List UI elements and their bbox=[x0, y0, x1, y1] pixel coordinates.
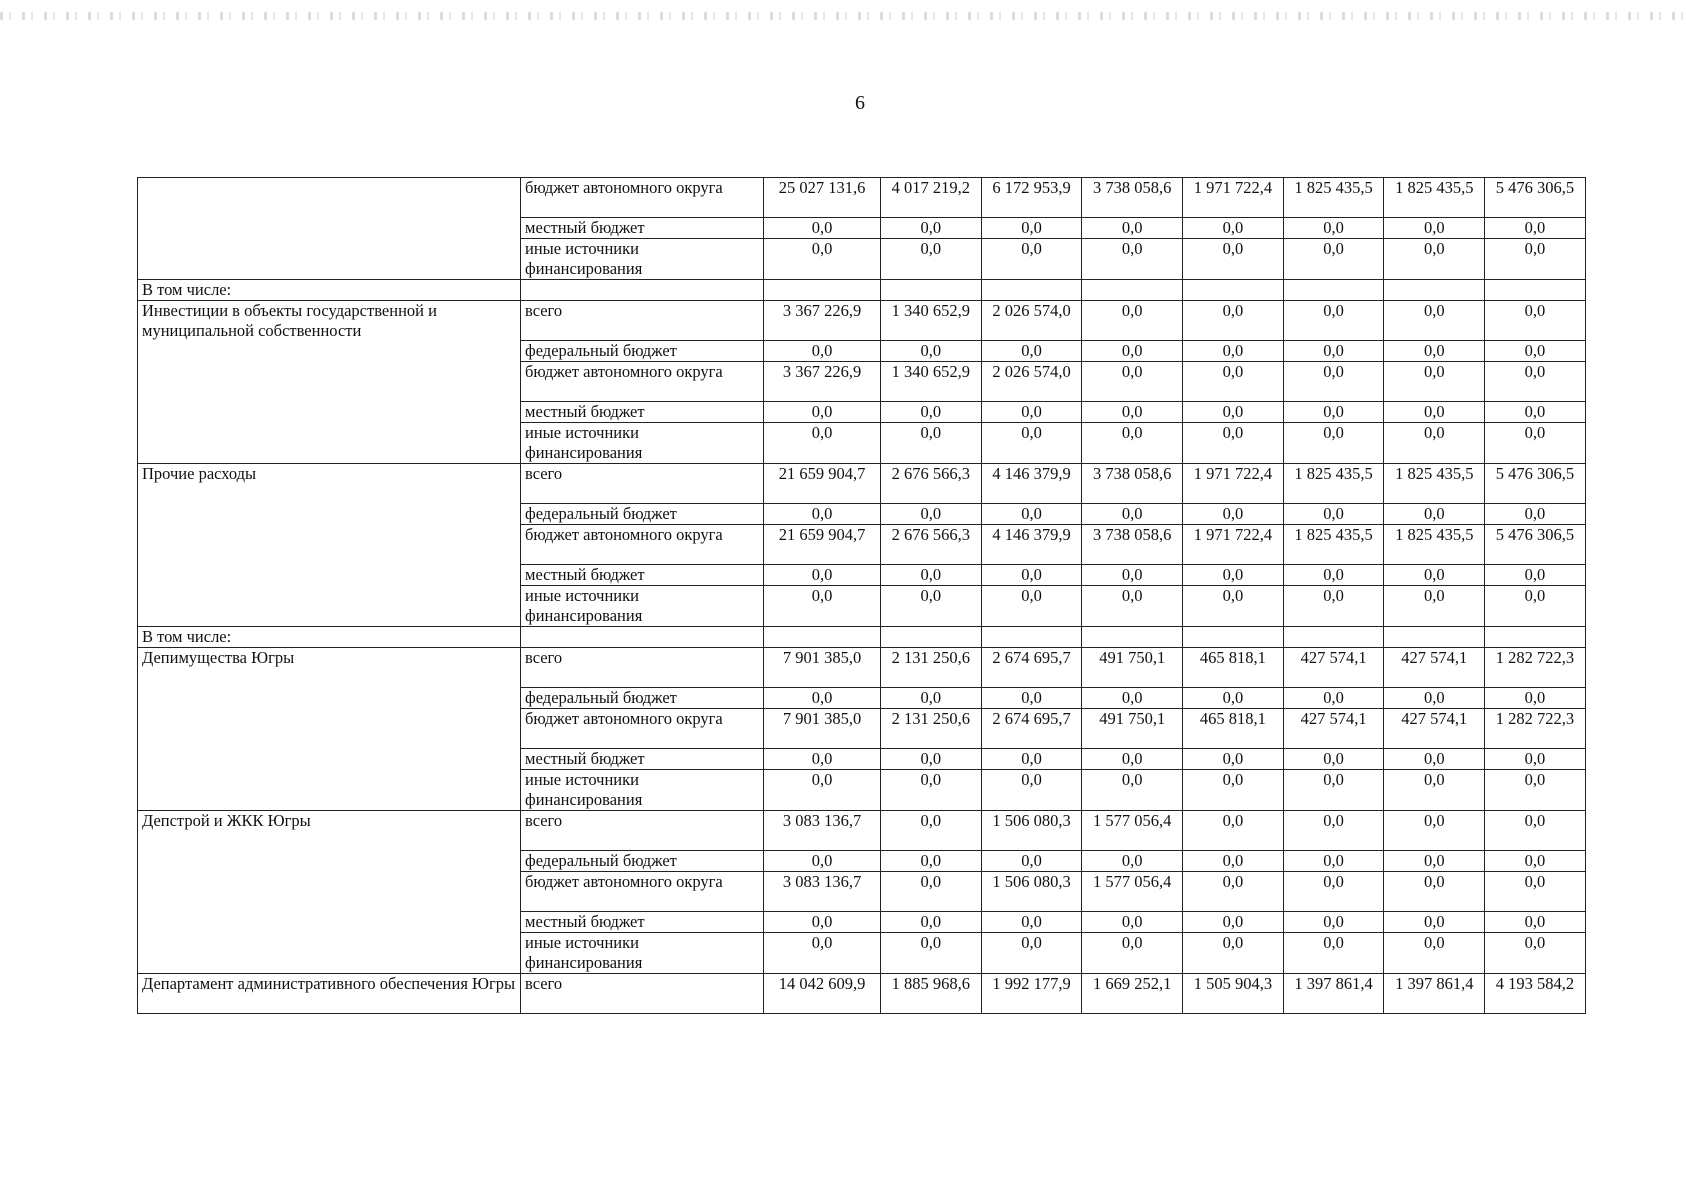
value-cell: 0,0 bbox=[1183, 586, 1284, 627]
table-row bbox=[138, 178, 1586, 218]
value-cell: 0,0 bbox=[764, 749, 881, 770]
value-cell: 1 340 652,9 bbox=[881, 362, 982, 402]
funding-source: иные источники финансирования bbox=[521, 933, 764, 974]
value-cell: 2 676 566,3 bbox=[881, 464, 982, 504]
funding-source: бюджет автономного округа bbox=[521, 709, 764, 749]
value-cell: 0,0 bbox=[1183, 749, 1284, 770]
value-cell: 0,0 bbox=[881, 770, 982, 811]
value-cell: 0,0 bbox=[1183, 239, 1284, 280]
row-label: В том числе: bbox=[138, 627, 521, 648]
value-cell: 0,0 bbox=[1183, 341, 1284, 362]
value-cell: 0,0 bbox=[1283, 872, 1384, 912]
value-cell: 6 172 953,9 bbox=[981, 178, 1082, 218]
value-cell: 0,0 bbox=[1183, 872, 1284, 912]
value-cell: 0,0 bbox=[1283, 688, 1384, 709]
table-row bbox=[138, 301, 1586, 341]
value-cell: 0,0 bbox=[1283, 504, 1384, 525]
value-cell: 0,0 bbox=[1283, 933, 1384, 974]
value-cell: 0,0 bbox=[1485, 912, 1586, 933]
value-cell: 0,0 bbox=[1283, 770, 1384, 811]
value-cell: 0,0 bbox=[881, 586, 982, 627]
value-cell: 0,0 bbox=[881, 504, 982, 525]
value-cell: 0,0 bbox=[981, 912, 1082, 933]
value-cell: 0,0 bbox=[981, 851, 1082, 872]
value-cell: 0,0 bbox=[764, 341, 881, 362]
row-label: Инвестиции в объекты государственной и муниципальной собственности bbox=[138, 301, 521, 464]
value-cell: 1 971 722,4 bbox=[1183, 525, 1284, 565]
funding-source: местный бюджет bbox=[521, 565, 764, 586]
value-cell: 5 476 306,5 bbox=[1485, 525, 1586, 565]
value-cell: 0,0 bbox=[1485, 851, 1586, 872]
value-cell: 1 577 056,4 bbox=[1082, 811, 1183, 851]
value-cell: 1 885 968,6 bbox=[881, 974, 982, 1014]
value-cell: 1 577 056,4 bbox=[1082, 872, 1183, 912]
value-cell bbox=[764, 627, 881, 648]
value-cell: 1 825 435,5 bbox=[1384, 178, 1485, 218]
value-cell bbox=[881, 280, 982, 301]
value-cell bbox=[1485, 627, 1586, 648]
value-cell: 0,0 bbox=[1283, 218, 1384, 239]
value-cell: 0,0 bbox=[1485, 565, 1586, 586]
value-cell: 0,0 bbox=[764, 423, 881, 464]
funding-source: иные источники финансирования bbox=[521, 423, 764, 464]
value-cell: 0,0 bbox=[764, 912, 881, 933]
value-cell: 0,0 bbox=[1485, 423, 1586, 464]
value-cell: 1 282 722,3 bbox=[1485, 648, 1586, 688]
value-cell: 1 971 722,4 bbox=[1183, 464, 1284, 504]
value-cell: 0,0 bbox=[881, 749, 982, 770]
value-cell: 0,0 bbox=[1183, 933, 1284, 974]
value-cell: 0,0 bbox=[1384, 586, 1485, 627]
scan-edge-artifact bbox=[0, 12, 1686, 20]
value-cell: 2 674 695,7 bbox=[981, 709, 1082, 749]
value-cell: 2 131 250,6 bbox=[881, 709, 982, 749]
value-cell: 14 042 609,9 bbox=[764, 974, 881, 1014]
value-cell: 0,0 bbox=[1485, 239, 1586, 280]
table-row bbox=[138, 627, 1586, 648]
funding-source: всего bbox=[521, 811, 764, 851]
value-cell: 0,0 bbox=[1485, 933, 1586, 974]
value-cell bbox=[981, 627, 1082, 648]
value-cell: 1 506 080,3 bbox=[981, 811, 1082, 851]
value-cell: 0,0 bbox=[1384, 872, 1485, 912]
value-cell: 0,0 bbox=[1384, 770, 1485, 811]
value-cell: 0,0 bbox=[764, 239, 881, 280]
value-cell: 0,0 bbox=[1485, 301, 1586, 341]
value-cell: 21 659 904,7 bbox=[764, 525, 881, 565]
value-cell: 0,0 bbox=[981, 402, 1082, 423]
value-cell: 0,0 bbox=[1485, 402, 1586, 423]
funding-source: федеральный бюджет bbox=[521, 851, 764, 872]
value-cell: 4 193 584,2 bbox=[1485, 974, 1586, 1014]
value-cell: 0,0 bbox=[1183, 362, 1284, 402]
value-cell: 0,0 bbox=[1283, 362, 1384, 402]
value-cell: 1 669 252,1 bbox=[1082, 974, 1183, 1014]
value-cell: 0,0 bbox=[1485, 811, 1586, 851]
value-cell: 0,0 bbox=[981, 565, 1082, 586]
value-cell: 0,0 bbox=[764, 851, 881, 872]
value-cell: 0,0 bbox=[1183, 423, 1284, 464]
value-cell: 3 738 058,6 bbox=[1082, 464, 1183, 504]
value-cell: 0,0 bbox=[981, 239, 1082, 280]
value-cell bbox=[1283, 627, 1384, 648]
value-cell: 0,0 bbox=[981, 770, 1082, 811]
value-cell: 0,0 bbox=[764, 402, 881, 423]
value-cell: 0,0 bbox=[881, 423, 982, 464]
value-cell: 0,0 bbox=[1384, 423, 1485, 464]
table-row bbox=[138, 811, 1586, 851]
value-cell: 1 282 722,3 bbox=[1485, 709, 1586, 749]
value-cell: 0,0 bbox=[881, 912, 982, 933]
value-cell: 0,0 bbox=[1183, 851, 1284, 872]
value-cell: 465 818,1 bbox=[1183, 648, 1284, 688]
value-cell: 0,0 bbox=[1183, 811, 1284, 851]
funding-source bbox=[521, 627, 764, 648]
value-cell: 3 738 058,6 bbox=[1082, 525, 1183, 565]
value-cell: 0,0 bbox=[1485, 218, 1586, 239]
value-cell: 0,0 bbox=[1485, 872, 1586, 912]
value-cell: 0,0 bbox=[764, 688, 881, 709]
value-cell: 0,0 bbox=[1283, 565, 1384, 586]
value-cell: 2 674 695,7 bbox=[981, 648, 1082, 688]
value-cell: 0,0 bbox=[881, 811, 982, 851]
value-cell: 3 083 136,7 bbox=[764, 872, 881, 912]
value-cell: 0,0 bbox=[1384, 851, 1485, 872]
value-cell: 427 574,1 bbox=[1283, 709, 1384, 749]
funding-source: местный бюджет bbox=[521, 402, 764, 423]
value-cell: 2 676 566,3 bbox=[881, 525, 982, 565]
value-cell: 0,0 bbox=[1183, 770, 1284, 811]
value-cell: 0,0 bbox=[1384, 504, 1485, 525]
value-cell: 0,0 bbox=[981, 341, 1082, 362]
value-cell bbox=[1183, 627, 1284, 648]
value-cell: 0,0 bbox=[881, 851, 982, 872]
funding-source: местный бюджет bbox=[521, 912, 764, 933]
row-label: Депимущества Югры bbox=[138, 648, 521, 811]
funding-source: бюджет автономного округа bbox=[521, 872, 764, 912]
value-cell: 0,0 bbox=[981, 423, 1082, 464]
value-cell: 0,0 bbox=[1485, 688, 1586, 709]
value-cell: 1 397 861,4 bbox=[1384, 974, 1485, 1014]
value-cell: 0,0 bbox=[1082, 362, 1183, 402]
value-cell: 1 340 652,9 bbox=[881, 301, 982, 341]
value-cell: 0,0 bbox=[881, 688, 982, 709]
value-cell: 0,0 bbox=[1384, 402, 1485, 423]
value-cell: 4 017 219,2 bbox=[881, 178, 982, 218]
value-cell: 0,0 bbox=[1384, 362, 1485, 402]
value-cell: 0,0 bbox=[1384, 218, 1485, 239]
value-cell: 0,0 bbox=[881, 872, 982, 912]
value-cell: 0,0 bbox=[764, 218, 881, 239]
value-cell: 427 574,1 bbox=[1283, 648, 1384, 688]
value-cell: 4 146 379,9 bbox=[981, 464, 1082, 504]
value-cell: 0,0 bbox=[1082, 239, 1183, 280]
value-cell: 1 825 435,5 bbox=[1384, 464, 1485, 504]
value-cell: 0,0 bbox=[1384, 749, 1485, 770]
value-cell: 0,0 bbox=[1082, 749, 1183, 770]
value-cell: 0,0 bbox=[1384, 239, 1485, 280]
value-cell: 0,0 bbox=[1485, 341, 1586, 362]
value-cell: 0,0 bbox=[764, 770, 881, 811]
value-cell: 0,0 bbox=[1082, 341, 1183, 362]
funding-source: иные источники финансирования bbox=[521, 239, 764, 280]
value-cell: 491 750,1 bbox=[1082, 648, 1183, 688]
value-cell bbox=[1384, 280, 1485, 301]
value-cell: 0,0 bbox=[764, 933, 881, 974]
page-number: 6 bbox=[855, 92, 865, 114]
funding-source: всего bbox=[521, 301, 764, 341]
row-label: В том числе: bbox=[138, 280, 521, 301]
funding-source: местный бюджет bbox=[521, 218, 764, 239]
funding-source: бюджет автономного округа bbox=[521, 178, 764, 218]
value-cell: 465 818,1 bbox=[1183, 709, 1284, 749]
value-cell: 1 825 435,5 bbox=[1283, 178, 1384, 218]
value-cell: 0,0 bbox=[1183, 218, 1284, 239]
budget-table bbox=[137, 177, 1586, 1014]
value-cell bbox=[1082, 280, 1183, 301]
value-cell: 0,0 bbox=[1183, 301, 1284, 341]
value-cell: 1 825 435,5 bbox=[1283, 464, 1384, 504]
value-cell: 21 659 904,7 bbox=[764, 464, 881, 504]
row-label bbox=[138, 178, 521, 280]
value-cell bbox=[1283, 280, 1384, 301]
value-cell: 0,0 bbox=[981, 688, 1082, 709]
value-cell bbox=[1082, 627, 1183, 648]
funding-source: бюджет автономного округа bbox=[521, 525, 764, 565]
value-cell: 0,0 bbox=[1384, 688, 1485, 709]
value-cell: 0,0 bbox=[881, 218, 982, 239]
funding-source: иные источники финансирования bbox=[521, 770, 764, 811]
value-cell: 0,0 bbox=[1283, 341, 1384, 362]
value-cell: 0,0 bbox=[1082, 565, 1183, 586]
row-label: Депстрой и ЖКК Югры bbox=[138, 811, 521, 974]
value-cell: 0,0 bbox=[1183, 688, 1284, 709]
value-cell: 4 146 379,9 bbox=[981, 525, 1082, 565]
value-cell: 0,0 bbox=[1082, 770, 1183, 811]
value-cell: 0,0 bbox=[1183, 402, 1284, 423]
value-cell: 0,0 bbox=[1082, 301, 1183, 341]
value-cell: 7 901 385,0 bbox=[764, 648, 881, 688]
value-cell: 0,0 bbox=[1082, 688, 1183, 709]
value-cell: 0,0 bbox=[1082, 218, 1183, 239]
value-cell: 7 901 385,0 bbox=[764, 709, 881, 749]
value-cell: 0,0 bbox=[1283, 586, 1384, 627]
value-cell: 0,0 bbox=[1082, 402, 1183, 423]
value-cell: 0,0 bbox=[1183, 912, 1284, 933]
value-cell bbox=[764, 280, 881, 301]
row-label: Прочие расходы bbox=[138, 464, 521, 627]
value-cell: 427 574,1 bbox=[1384, 709, 1485, 749]
value-cell: 0,0 bbox=[881, 565, 982, 586]
funding-source: всего bbox=[521, 974, 764, 1014]
value-cell: 491 750,1 bbox=[1082, 709, 1183, 749]
value-cell: 2 026 574,0 bbox=[981, 301, 1082, 341]
value-cell: 0,0 bbox=[1384, 341, 1485, 362]
value-cell: 2 026 574,0 bbox=[981, 362, 1082, 402]
row-label: Департамент административного обеспечения Югры bbox=[138, 974, 521, 1014]
table-row bbox=[138, 280, 1586, 301]
table-row bbox=[138, 648, 1586, 688]
value-cell: 3 738 058,6 bbox=[1082, 178, 1183, 218]
funding-source: всего bbox=[521, 464, 764, 504]
value-cell: 1 397 861,4 bbox=[1283, 974, 1384, 1014]
value-cell: 0,0 bbox=[1082, 504, 1183, 525]
value-cell: 0,0 bbox=[1082, 912, 1183, 933]
funding-source bbox=[521, 280, 764, 301]
value-cell: 3 083 136,7 bbox=[764, 811, 881, 851]
value-cell bbox=[1485, 280, 1586, 301]
table-row bbox=[138, 974, 1586, 1014]
value-cell: 5 476 306,5 bbox=[1485, 178, 1586, 218]
value-cell: 427 574,1 bbox=[1384, 648, 1485, 688]
value-cell: 0,0 bbox=[1485, 749, 1586, 770]
value-cell: 0,0 bbox=[881, 341, 982, 362]
value-cell: 0,0 bbox=[1283, 402, 1384, 423]
budget-table-body bbox=[138, 178, 1586, 1014]
value-cell: 0,0 bbox=[1283, 851, 1384, 872]
funding-source: бюджет автономного округа bbox=[521, 362, 764, 402]
funding-source: всего bbox=[521, 648, 764, 688]
value-cell: 1 825 435,5 bbox=[1283, 525, 1384, 565]
value-cell: 0,0 bbox=[1485, 586, 1586, 627]
value-cell: 0,0 bbox=[881, 402, 982, 423]
value-cell: 0,0 bbox=[981, 586, 1082, 627]
value-cell: 0,0 bbox=[764, 565, 881, 586]
value-cell: 1 971 722,4 bbox=[1183, 178, 1284, 218]
value-cell: 5 476 306,5 bbox=[1485, 464, 1586, 504]
value-cell: 0,0 bbox=[1082, 851, 1183, 872]
value-cell: 1 506 080,3 bbox=[981, 872, 1082, 912]
funding-source: иные источники финансирования bbox=[521, 586, 764, 627]
value-cell: 0,0 bbox=[764, 586, 881, 627]
funding-source: федеральный бюджет bbox=[521, 504, 764, 525]
value-cell: 0,0 bbox=[1384, 912, 1485, 933]
value-cell: 0,0 bbox=[1183, 565, 1284, 586]
value-cell: 0,0 bbox=[1082, 586, 1183, 627]
value-cell: 0,0 bbox=[1183, 504, 1284, 525]
funding-source: местный бюджет bbox=[521, 749, 764, 770]
value-cell: 0,0 bbox=[881, 239, 982, 280]
value-cell: 0,0 bbox=[981, 933, 1082, 974]
value-cell: 0,0 bbox=[1082, 933, 1183, 974]
value-cell: 0,0 bbox=[1283, 749, 1384, 770]
value-cell: 0,0 bbox=[1485, 504, 1586, 525]
funding-source: федеральный бюджет bbox=[521, 341, 764, 362]
value-cell: 1 992 177,9 bbox=[981, 974, 1082, 1014]
value-cell: 0,0 bbox=[981, 504, 1082, 525]
value-cell: 0,0 bbox=[881, 933, 982, 974]
value-cell: 0,0 bbox=[1283, 301, 1384, 341]
value-cell: 1 505 904,3 bbox=[1183, 974, 1284, 1014]
funding-source: федеральный бюджет bbox=[521, 688, 764, 709]
value-cell: 0,0 bbox=[1082, 423, 1183, 464]
value-cell: 3 367 226,9 bbox=[764, 301, 881, 341]
value-cell: 0,0 bbox=[1283, 912, 1384, 933]
value-cell: 0,0 bbox=[1485, 362, 1586, 402]
value-cell: 25 027 131,6 bbox=[764, 178, 881, 218]
value-cell: 0,0 bbox=[1283, 423, 1384, 464]
value-cell: 0,0 bbox=[764, 504, 881, 525]
value-cell bbox=[881, 627, 982, 648]
value-cell bbox=[1384, 627, 1485, 648]
value-cell bbox=[1183, 280, 1284, 301]
value-cell: 0,0 bbox=[1485, 770, 1586, 811]
value-cell: 2 131 250,6 bbox=[881, 648, 982, 688]
value-cell: 0,0 bbox=[1384, 565, 1485, 586]
value-cell: 0,0 bbox=[1384, 301, 1485, 341]
value-cell: 0,0 bbox=[981, 218, 1082, 239]
value-cell bbox=[981, 280, 1082, 301]
value-cell: 3 367 226,9 bbox=[764, 362, 881, 402]
value-cell: 0,0 bbox=[1384, 933, 1485, 974]
value-cell: 1 825 435,5 bbox=[1384, 525, 1485, 565]
table-row bbox=[138, 464, 1586, 504]
value-cell: 0,0 bbox=[1283, 239, 1384, 280]
value-cell: 0,0 bbox=[1283, 811, 1384, 851]
value-cell: 0,0 bbox=[1384, 811, 1485, 851]
value-cell: 0,0 bbox=[981, 749, 1082, 770]
